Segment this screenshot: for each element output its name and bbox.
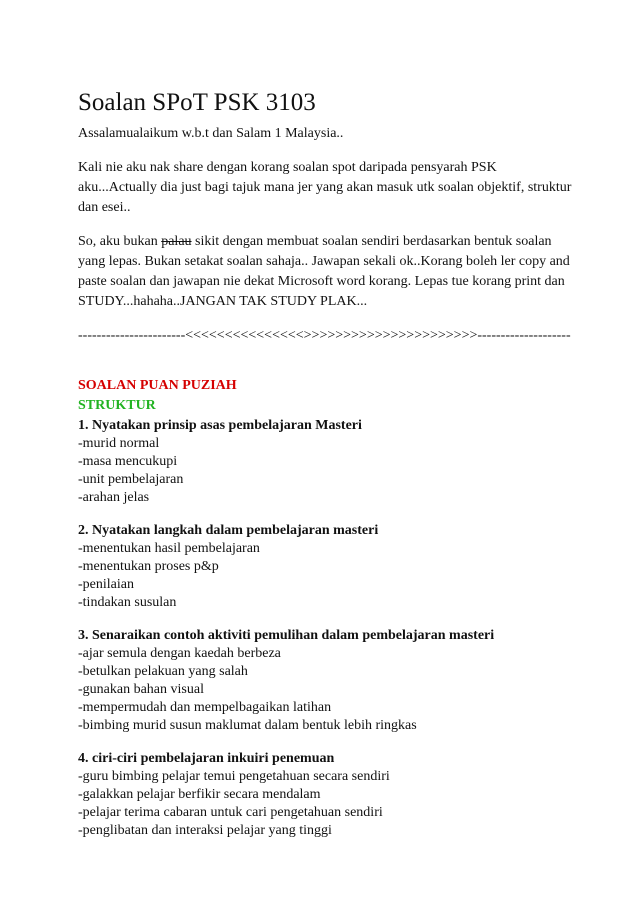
answer-item: -penglibatan dan interaksi pelajar yang tinggi	[78, 823, 332, 838]
section-subtitle: STRUKTUR	[78, 398, 156, 413]
greeting: Assalamualaikum w.b.t dan Salam 1 Malaysia..	[78, 126, 344, 141]
question-text: 1. Nyatakan prinsip asas pembelajaran Masteri	[78, 418, 362, 433]
question-text: 4. ciri-ciri pembelajaran inkuiri penemuan	[78, 751, 335, 766]
answer-item: -gunakan bahan visual	[78, 682, 204, 697]
answer-item: -arahan jelas	[78, 490, 150, 505]
intro-paragraph: Kali nie aku nak share dengan korang soalan spot daripada pensyarah PSK aku...Actually dia just bagi tajuk mana jer yang akan masuk utk soalan objektif, struktur dan esei..	[78, 160, 572, 215]
answer-item: -ajar semula dengan kaedah berbeza	[78, 646, 281, 661]
answer-item: -betulkan pelakuan yang salah	[78, 664, 248, 679]
answer-item: -murid normal	[78, 436, 160, 451]
questions-list	[78, 416, 578, 840]
answer-item: -galakkan pelajar berfikir secara mendalam	[78, 787, 321, 802]
question-block	[78, 626, 578, 735]
second-paragraph	[78, 232, 578, 312]
divider-line: -----------------------<<<<<<<<<<<<<<<>>>>>>>>>>>>>>>>>>>>>>--------------------	[78, 328, 571, 343]
para2-after: sikit dengan membuat soalan sendiri berdasarkan bentuk soalan yang lepas. Bukan setakat soalan sahaja.. Jawapan sekali ok..Korang boleh ler copy and paste soalan dan jawapan nie dekat Microsoft word korang. Lepas tue korang print dan STUDY...hahaha..JANGAN TAK STUDY PLAK...	[78, 234, 570, 309]
question-block	[78, 416, 578, 507]
answer-item: -penilaian	[78, 577, 134, 592]
question-block	[78, 521, 578, 612]
answer-item: -menentukan proses p&p	[78, 559, 219, 574]
question-text: 3. Senaraikan contoh aktiviti pemulihan dalam pembelajaran masteri	[78, 628, 495, 643]
answer-item: -mempermudah dan mempelbagaikan latihan	[78, 700, 332, 715]
answer-item: -pelajar terima cabaran untuk cari pengetahuan sendiri	[78, 805, 383, 820]
para2-before: So, aku bukan	[78, 234, 162, 249]
section-title: SOALAN PUAN PUZIAH	[78, 378, 237, 393]
struck-word: palau	[161, 234, 192, 249]
answer-item: -bimbing murid susun maklumat dalam bentuk lebih ringkas	[78, 718, 417, 733]
question-block	[78, 749, 578, 840]
answer-item: -menentukan hasil pembelajaran	[78, 541, 260, 556]
question-text: 2. Nyatakan langkah dalam pembelajaran masteri	[78, 523, 379, 538]
answer-item: -masa mencukupi	[78, 454, 178, 469]
page-title: Soalan SPoT PSK 3103	[78, 89, 316, 116]
answer-item: -tindakan susulan	[78, 595, 177, 610]
answer-item: -guru bimbing pelajar temui pengetahuan secara sendiri	[78, 769, 390, 784]
answer-item: -unit pembelajaran	[78, 472, 184, 487]
